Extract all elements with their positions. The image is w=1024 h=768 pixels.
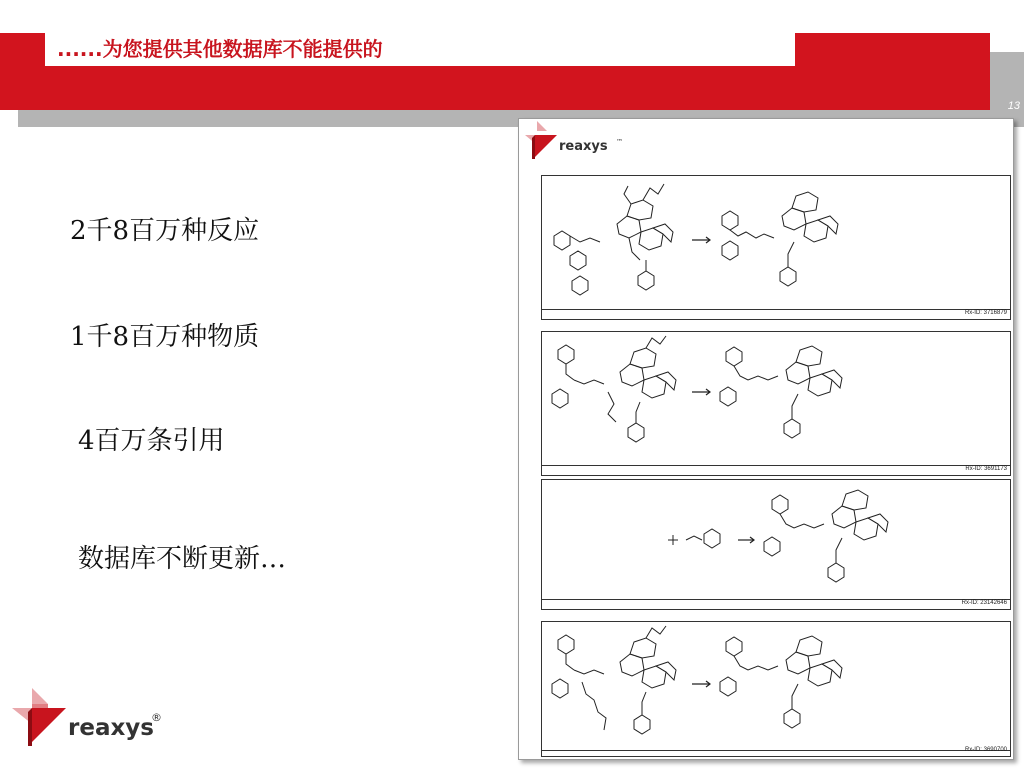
reaxys-logo-text: reaxys <box>68 715 154 741</box>
reaction-scheme <box>541 331 1011 466</box>
stat-substances: 1千8百万种物质 <box>70 322 260 352</box>
page-number: 13 <box>1007 100 1020 112</box>
rx-id-label: Rx-ID: 23142646 <box>961 600 1007 606</box>
reaction-card[interactable] <box>541 621 1011 757</box>
registered-mark: ® <box>151 711 162 724</box>
reaxys-logo <box>8 684 173 754</box>
stat-reactions: 2千8百万种反应 <box>70 216 260 246</box>
panel-reaxys-logo <box>519 119 719 167</box>
reaction-scheme-drawing <box>542 622 1010 750</box>
reaction-scheme <box>541 621 1011 751</box>
reaction-footer <box>541 747 1011 757</box>
reaction-footer <box>541 466 1011 476</box>
slide-title: ......为您提供其他数据库不能提供的 <box>57 37 383 61</box>
reaction-footer <box>541 600 1011 610</box>
rx-id-label: Rx-ID: 3716879 <box>964 310 1007 316</box>
stat-citations: 4百万条引用 <box>78 426 225 456</box>
reaction-scheme-drawing <box>542 176 1010 309</box>
reaction-footer <box>541 310 1011 320</box>
reaction-scheme <box>541 175 1011 310</box>
reaction-card[interactable] <box>541 331 1011 477</box>
rx-id-label: Rx-ID: 3691173 <box>965 466 1007 472</box>
reaxys-logo-mark <box>8 684 68 754</box>
reaction-scheme-drawing <box>542 332 1010 465</box>
trademark-mark: ™ <box>616 138 623 146</box>
rx-id-label: Rx-ID: 3690700 <box>964 747 1007 753</box>
reaction-scheme <box>541 479 1011 600</box>
panel-reaxys-text: reaxys <box>559 139 608 154</box>
title-box <box>45 28 795 66</box>
reaction-scheme-drawing <box>542 480 1010 599</box>
reaction-card[interactable] <box>541 175 1011 321</box>
reaction-screenshot-panel <box>518 118 1014 760</box>
panel-logo-mark <box>519 119 559 167</box>
reaction-card[interactable] <box>541 479 1011 611</box>
stat-updates: 数据库不断更新… <box>78 544 287 574</box>
